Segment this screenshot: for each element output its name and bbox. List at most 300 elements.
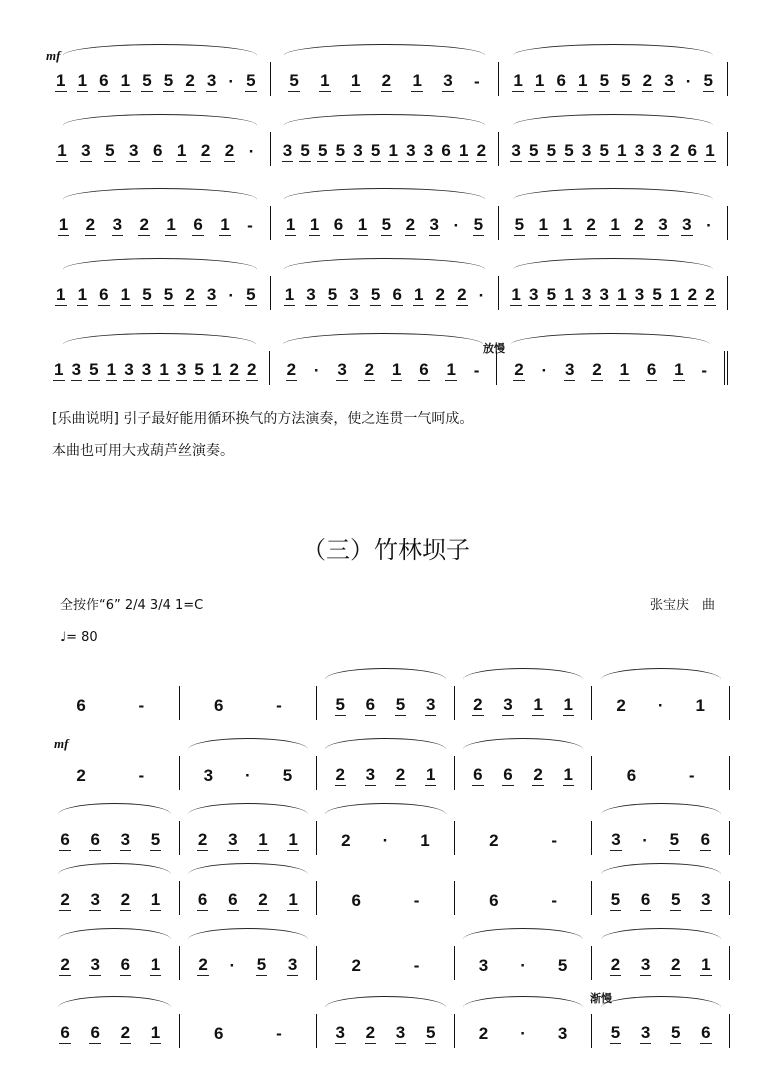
note: 3 [406, 141, 416, 160]
measure [180, 821, 318, 855]
note: 2 [60, 890, 70, 909]
note: 2 [286, 360, 297, 379]
note: 3 [353, 141, 363, 160]
tempo-annotation: 放慢 [483, 342, 505, 355]
score-line [50, 126, 728, 166]
measure [50, 756, 180, 790]
note: - [276, 1024, 282, 1043]
note: 1 [617, 285, 627, 304]
note: 6 [626, 766, 637, 785]
note: 6 [228, 890, 238, 909]
note: 3 [581, 285, 592, 304]
note: · [229, 956, 236, 975]
note: 6 [365, 695, 376, 714]
slur [463, 738, 583, 761]
score-line [50, 345, 728, 385]
slur [284, 258, 484, 281]
note: 1 [459, 141, 469, 160]
note: 1 [285, 215, 296, 234]
note: 5 [194, 360, 204, 379]
measure [50, 132, 271, 166]
measure [180, 1014, 318, 1048]
measure [317, 756, 455, 790]
note: 5 [621, 71, 631, 90]
note: 1 [446, 360, 456, 379]
note: 3 [529, 285, 539, 304]
measure [317, 881, 455, 915]
note: 3 [176, 360, 187, 379]
dynamic-mark: mf [46, 48, 61, 63]
slur [58, 996, 171, 1019]
note: · [685, 72, 692, 91]
note: - [138, 766, 145, 785]
note: 5 [703, 71, 713, 90]
note: 3 [599, 285, 610, 304]
note: 5 [256, 955, 267, 974]
measure [180, 946, 318, 980]
note: 3 [349, 285, 359, 304]
measure [592, 686, 730, 720]
note: 3 [287, 955, 298, 974]
note: 2 [185, 285, 195, 304]
score-line [50, 940, 730, 980]
measure [592, 881, 730, 915]
note: 2 [457, 285, 467, 304]
note: 1 [388, 141, 398, 160]
score-line [50, 750, 730, 790]
score-line [50, 270, 728, 310]
note: - [551, 891, 557, 910]
note: · [657, 696, 664, 715]
note: - [413, 891, 420, 910]
note: 3 [425, 695, 436, 714]
note: 1 [420, 831, 430, 850]
note: - [473, 361, 480, 380]
slur [284, 188, 484, 211]
note: 2 [616, 696, 626, 715]
note: 2 [489, 831, 499, 850]
note: 3 [90, 955, 100, 974]
note: 1 [77, 285, 88, 304]
note: 5 [546, 141, 557, 160]
slur [63, 333, 255, 356]
note: 2 [478, 1024, 489, 1043]
slur [188, 928, 308, 951]
note: 5 [670, 890, 681, 909]
note: 2 [670, 955, 681, 974]
note: 1 [391, 360, 402, 379]
note: 2 [60, 955, 70, 974]
note: 5 [282, 766, 293, 785]
note: 6 [419, 360, 429, 379]
slur [601, 668, 721, 691]
note: · [706, 216, 712, 235]
measure [271, 62, 500, 96]
measure [499, 62, 728, 96]
measure [592, 821, 730, 855]
note: 3 [129, 141, 139, 160]
score-line [50, 56, 728, 96]
score-line [50, 680, 730, 720]
note: 2 [258, 890, 268, 909]
note: 5 [557, 956, 568, 975]
measure [455, 686, 593, 720]
note: 1 [617, 141, 627, 160]
measure [592, 1014, 730, 1048]
note: 5 [370, 141, 381, 160]
slur [284, 114, 484, 137]
note: 3 [634, 141, 645, 160]
note: 5 [670, 1023, 681, 1042]
note: 1 [695, 696, 705, 715]
measure [317, 946, 455, 980]
note: 3 [581, 141, 592, 160]
note: 2 [229, 360, 239, 379]
note: 3 [652, 141, 662, 160]
note: 3 [141, 360, 152, 379]
note: 6 [60, 830, 70, 849]
note: - [688, 766, 695, 785]
note: 3 [634, 285, 645, 304]
note: 2 [351, 956, 362, 975]
note: 5 [327, 285, 338, 304]
measure [50, 821, 180, 855]
note: 6 [193, 215, 203, 234]
note: 6 [197, 890, 208, 909]
note: 1 [288, 890, 298, 909]
note: 2 [405, 215, 416, 234]
note: 3 [282, 141, 293, 160]
slur [188, 803, 308, 826]
note: 1 [220, 215, 230, 234]
measure [50, 881, 180, 915]
note: 5 [610, 1023, 621, 1042]
measure [180, 686, 318, 720]
measure [50, 946, 180, 980]
note: · [541, 361, 548, 380]
score-line [50, 815, 730, 855]
note: 1 [284, 285, 295, 304]
measure [50, 206, 271, 240]
note: 3 [71, 360, 82, 379]
note: 1 [57, 141, 67, 160]
note: 1 [56, 71, 66, 90]
note: · [228, 72, 235, 91]
note: 3 [503, 695, 513, 714]
note: 1 [533, 695, 543, 714]
slur [58, 803, 171, 826]
note: 6 [152, 141, 163, 160]
note: 2 [533, 765, 543, 784]
note: 1 [56, 285, 66, 304]
note: 3 [658, 215, 668, 234]
tempo-marking: ♩= 80 [60, 630, 98, 645]
music-description-2: 本曲也可用大戎葫芦丝演奏。 [52, 443, 234, 459]
note: 1 [176, 141, 187, 160]
note: · [382, 831, 389, 850]
slur [601, 928, 721, 951]
note: 2 [634, 215, 644, 234]
note: - [138, 696, 145, 715]
measure [455, 946, 593, 980]
slur [63, 44, 256, 67]
dynamic-mark-2: mf [54, 736, 69, 751]
note: 5 [300, 141, 310, 160]
measure [271, 276, 500, 310]
note: 5 [395, 695, 406, 714]
note: 1 [563, 765, 573, 784]
note: 1 [58, 215, 69, 234]
note: 6 [489, 891, 499, 910]
note: 3 [203, 766, 214, 785]
note: 1 [150, 890, 161, 909]
note: · [478, 286, 485, 305]
note: 6 [640, 890, 651, 909]
note: 3 [664, 71, 674, 90]
note: 6 [60, 1023, 70, 1042]
measure [50, 62, 271, 96]
note: 2 [85, 215, 96, 234]
note: 6 [503, 765, 513, 784]
note: 2 [365, 1023, 376, 1042]
measure [180, 881, 318, 915]
note: 2 [224, 141, 235, 160]
slur [283, 333, 482, 356]
note: 1 [120, 71, 131, 90]
note: 5 [150, 830, 161, 849]
note: 3 [337, 360, 347, 379]
slur [463, 668, 583, 691]
note: 6 [351, 891, 362, 910]
note: 3 [306, 285, 316, 304]
note: 3 [120, 830, 131, 849]
note: - [247, 216, 253, 235]
note: 3 [511, 141, 521, 160]
note: 1 [150, 1023, 161, 1042]
note: 2 [395, 765, 406, 784]
note: 5 [142, 285, 152, 304]
note: 5 [529, 141, 539, 160]
note: 1 [320, 71, 330, 90]
note: 5 [564, 141, 574, 160]
note: 3 [423, 141, 434, 160]
note: 2 [476, 141, 487, 160]
slur [511, 333, 710, 356]
note: - [474, 72, 480, 91]
note: 5 [163, 71, 174, 90]
note: · [642, 831, 648, 850]
note: 1 [674, 360, 684, 379]
note: 2 [670, 141, 680, 160]
note: - [701, 361, 708, 380]
composer: 张宝庆 曲 [650, 598, 716, 613]
slur [63, 258, 256, 281]
note: 2 [514, 360, 524, 379]
note: 2 [185, 71, 195, 90]
note: 5 [142, 71, 152, 90]
slur [513, 188, 713, 211]
note: 1 [564, 285, 574, 304]
note: - [413, 956, 420, 975]
slur [188, 863, 308, 886]
measure [50, 1014, 180, 1048]
note: 1 [619, 360, 630, 379]
note: 5 [370, 285, 381, 304]
note: 5 [89, 360, 99, 379]
note: 1 [425, 765, 436, 784]
note: 1 [211, 360, 222, 379]
note: 3 [228, 830, 238, 849]
note: 2 [705, 285, 715, 304]
note: 6 [90, 1023, 100, 1042]
measure [592, 756, 730, 790]
note: 6 [441, 141, 451, 160]
note: 3 [682, 215, 692, 234]
note: 2 [381, 71, 392, 90]
note: 3 [640, 955, 651, 974]
note: · [520, 956, 526, 975]
note: - [276, 696, 282, 715]
note: 6 [120, 955, 131, 974]
note: 5 [246, 285, 256, 304]
measure [497, 351, 728, 385]
note: 6 [76, 696, 86, 715]
note: 5 [318, 141, 328, 160]
note: 3 [557, 1024, 568, 1043]
note: 3 [701, 890, 711, 909]
note: 2 [247, 360, 257, 379]
note: 1 [258, 830, 268, 849]
measure [499, 206, 728, 240]
note: 1 [120, 285, 131, 304]
note: · [453, 216, 460, 235]
note: 3 [395, 1023, 406, 1042]
note: 3 [206, 285, 217, 304]
slur [325, 996, 445, 1019]
note: 1 [610, 215, 620, 234]
note: 1 [701, 955, 711, 974]
slur [463, 996, 583, 1019]
note: 6 [99, 285, 109, 304]
note: 6 [556, 71, 566, 90]
note: 2 [120, 890, 131, 909]
note: 6 [213, 1024, 224, 1043]
slur [513, 258, 713, 281]
note: 2 [473, 695, 483, 714]
note: 2 [200, 141, 211, 160]
measure [317, 1014, 455, 1048]
note: 3 [429, 215, 439, 234]
slur [188, 738, 308, 761]
note: 6 [90, 830, 100, 849]
note: 3 [565, 360, 575, 379]
music-description: [乐曲说明] 引子最好能用循环换气的方法演奏，使之连贯一气呵成。 [52, 411, 474, 427]
note: 1 [670, 285, 680, 304]
note: 1 [562, 215, 572, 234]
slur [58, 863, 171, 886]
measure [455, 881, 593, 915]
note: 2 [139, 215, 149, 234]
note: 1 [166, 215, 176, 234]
measure [180, 756, 318, 790]
note: 5 [163, 285, 174, 304]
note: 2 [364, 360, 375, 379]
slur [58, 928, 171, 951]
note: 5 [652, 285, 662, 304]
note: 1 [578, 71, 588, 90]
note: 3 [112, 215, 123, 234]
note: 2 [592, 360, 602, 379]
note: 2 [687, 285, 698, 304]
note: 3 [90, 890, 100, 909]
note: 1 [511, 285, 521, 304]
note: 3 [335, 1023, 345, 1042]
note: 2 [197, 830, 208, 849]
note: 6 [473, 765, 483, 784]
piece-title: （三）竹林坝子 [302, 536, 470, 564]
measure [455, 821, 593, 855]
slur [601, 996, 721, 1019]
measure [455, 756, 593, 790]
measure [317, 821, 455, 855]
tempo-annotation-2: 渐慢 [590, 992, 612, 1005]
note: 6 [333, 215, 344, 234]
measure [317, 686, 455, 720]
slur [325, 738, 445, 761]
note: 3 [611, 830, 621, 849]
note: 6 [687, 141, 698, 160]
measure [499, 132, 728, 166]
note: 3 [81, 141, 91, 160]
note: 1 [150, 955, 161, 974]
measure [270, 351, 498, 385]
note: 1 [77, 71, 88, 90]
note: 6 [701, 1023, 711, 1042]
measure [50, 686, 180, 720]
slur [463, 928, 583, 951]
note: 5 [289, 71, 299, 90]
note: 5 [610, 890, 621, 909]
slur [63, 188, 256, 211]
note: 6 [700, 830, 711, 849]
measure [455, 1014, 593, 1048]
note: 6 [392, 285, 402, 304]
note: 1 [413, 285, 424, 304]
slur [325, 668, 445, 691]
note: 1 [106, 360, 117, 379]
slur [601, 803, 721, 826]
note: 5 [546, 285, 557, 304]
note: 3 [365, 765, 376, 784]
score-line [50, 200, 728, 240]
measure [50, 351, 270, 385]
note: 5 [246, 71, 256, 90]
note: 2 [76, 766, 86, 785]
note: 1 [288, 830, 298, 849]
note: 2 [435, 285, 445, 304]
slur [63, 114, 256, 137]
slur [513, 44, 713, 67]
measure [499, 276, 728, 310]
note: 2 [586, 215, 596, 234]
note: 5 [669, 830, 680, 849]
note: 2 [642, 71, 653, 90]
slur [284, 44, 484, 67]
note: 5 [599, 141, 610, 160]
note: 1 [159, 360, 169, 379]
note: 1 [309, 215, 320, 234]
note: 1 [357, 215, 368, 234]
